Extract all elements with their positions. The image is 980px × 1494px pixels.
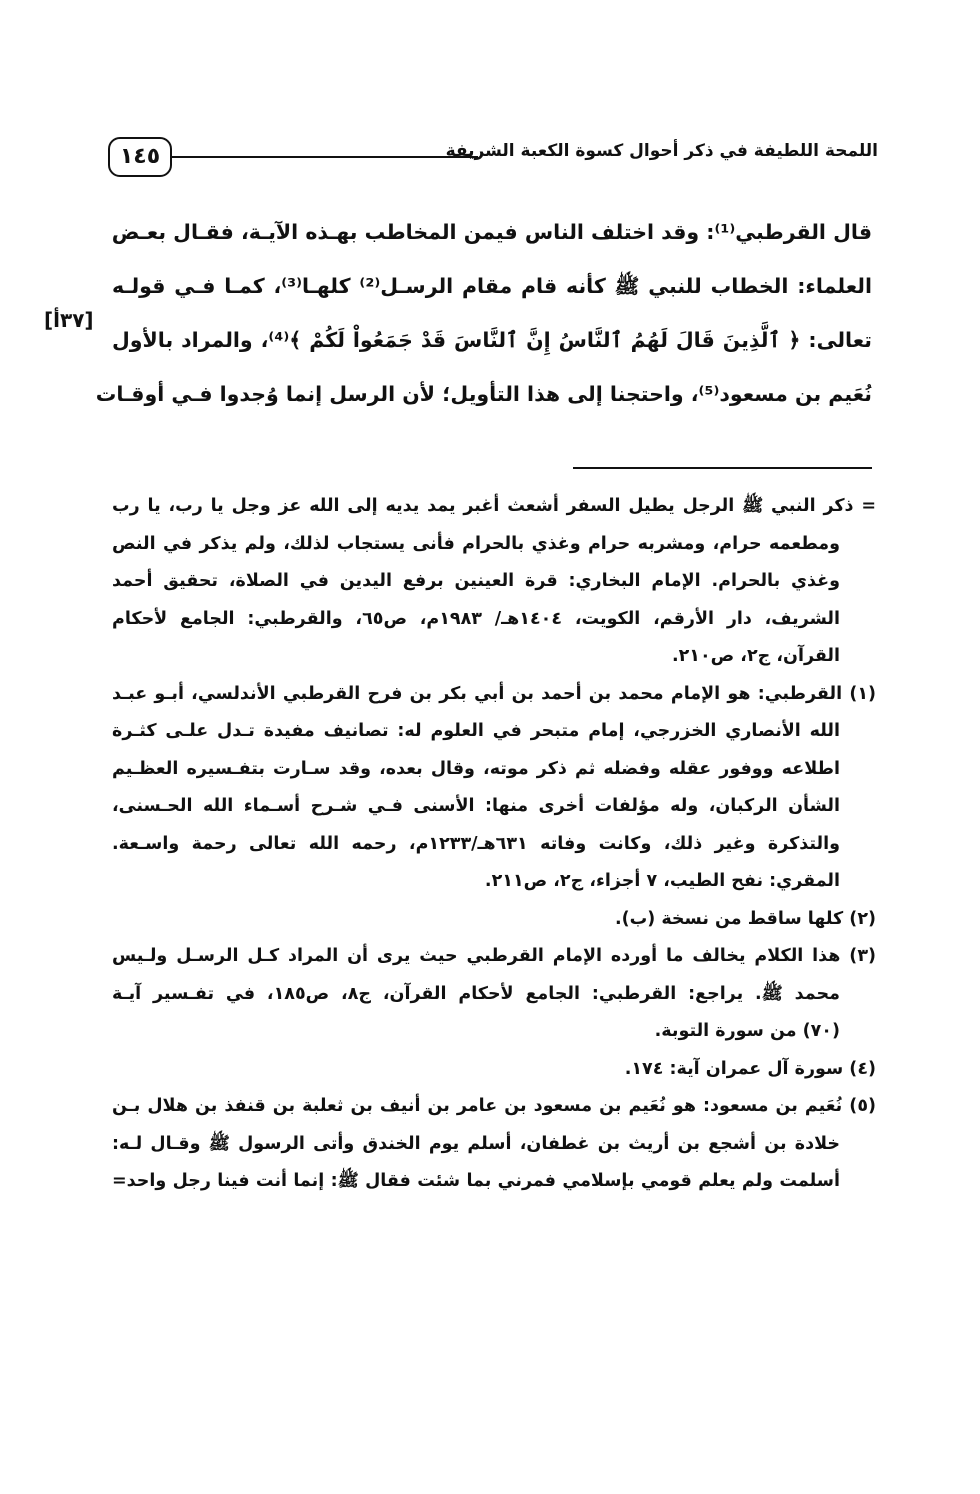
footnote-line: = ذكر النبي ﷺ الرجل يطيل السفر أشعث أغبر يمد يديه إلى الله عز وجل يا رب، يا رب [112,496,876,516]
footnote-line: المقري: نفح الطيب، ٧ أجزاء، ج٢، ص٢١١. [484,871,840,891]
footnote-line: (١) القرطبي: هو الإمام محمد بن أحمد بن أبي بكر بن فرح القرطبي الأندلسي، أبـو عبـد [112,683,876,704]
footnote-line: الشأن الركبان، وله مؤلفات أخرى منها: الأسنى فـي شـرح أسـماء الله الحـسنى، [112,796,840,816]
footnote-line: الله الأنصاري الخزرجي، إمام متبحر في العلوم له: تصانيف مفيدة تـدل علـى كثـرة [112,721,840,741]
main-text [95,205,873,421]
footnotes [112,488,876,1201]
footnote-line: ومطعمه حرام، ومشربه حرام وغذي بالحرام فأنى يستجاب لذلك، ولم يذكر في النص [112,533,840,554]
main-text-line: العلماء: الخطاب للنبي ﷺ كأنه قام مقام الرسـل⁽²⁾ كلهـا⁽³⁾، كمـا فـي قولـه [112,274,872,298]
footnote-line: (٢) كلها ساقط من نسخة (ب). [615,908,876,929]
footnote-line: محمد ﷺ. يراجع: القرطبي: الجامع لأحكام القرآن، ج٨، ص١٨٥، في تفـسير آيـة [112,983,840,1004]
footnote-line: (٧٠) من سورة التوبة. [654,1021,840,1041]
footnote-line: أسلمت ولم يعلم قومي بإسلامي فمرني بما شئت فقال ﷺ: إنما أنت فينا رجل واحد= [112,1171,840,1191]
header-rule [172,156,478,158]
footnote-line: اطلاعه ووفور عقله وفضله ثم ذكر موته، وقال بعده، وقد سـارت بتفـسيره العظـيم [112,758,840,779]
footnote-line: الشريف، دار الأرقم، الكويت، ١٤٠٤هـ/ ١٩٨٣م، ص٦٥، والقرطبي: الجامع لأحكام [112,608,840,629]
main-text-line: تعالى: ﴿ ٱلَّذِينَ قَالَ لَهُمُ ٱلنَّاسُ إِنَّ ٱلنَّاسَ قَدْ جَمَعُواْ لَكُمْ ﴾⁽⁴⁾، والمراد بالأول [112,328,873,352]
footnote-line: وغذي بالحرام. الإمام البخاري: قرة العينين برفع اليدين في الصلاة، تحقيق أحمد [112,571,840,591]
footnote-line: والتذكرة وغير ذلك، وكانت وفاته ٦٣١هـ/١٢٣٣م، رحمه الله تعالى رحمة واسـعة. [112,833,840,854]
footnote-line: القرآن، ج٢، ص٢١٠. [671,646,840,666]
main-text-line: قال القرطبي⁽¹⁾: وقد اختلف الناس فيمن المخاطب بهـذه الآيـة، فقـال بعـض [111,220,872,244]
folio-marker: [٣٧أ] [44,308,94,332]
running-title: اللمحة اللطيفة في ذكر أحوال كسوة الكعبة الشريفة [445,141,878,161]
page-number: ١٤٥ [108,137,172,177]
footnote-line: (٤) سورة آل عمران آية: ١٧٤. [624,1058,876,1079]
footnote-separator [573,467,872,469]
main-text-line: نُعَيم بن مسعود⁽⁵⁾، واحتجنا إلى هذا التأويل؛ لأن الرسل إنما وُجدوا فـي أوقـات [95,382,872,406]
footnote-line: (٥) نُعَيم بن مسعود: هو نُعَيم بن مسعود بن عامر بن أنيف بن ثعلبة بن قنفذ بن هلال بـن [112,1096,876,1116]
footnote-line: (٣) هذا الكلام يخالف ما أورده الإمام القرطبي حيث يرى أن المراد كـل الرسـل ولـيس [112,946,876,966]
footnote-line: خلادة بن أشجع بن أريث بن غطفان، أسلم يوم الخندق وأتى الرسول ﷺ وقـال لـه: [112,1133,840,1154]
page-header [108,127,878,183]
